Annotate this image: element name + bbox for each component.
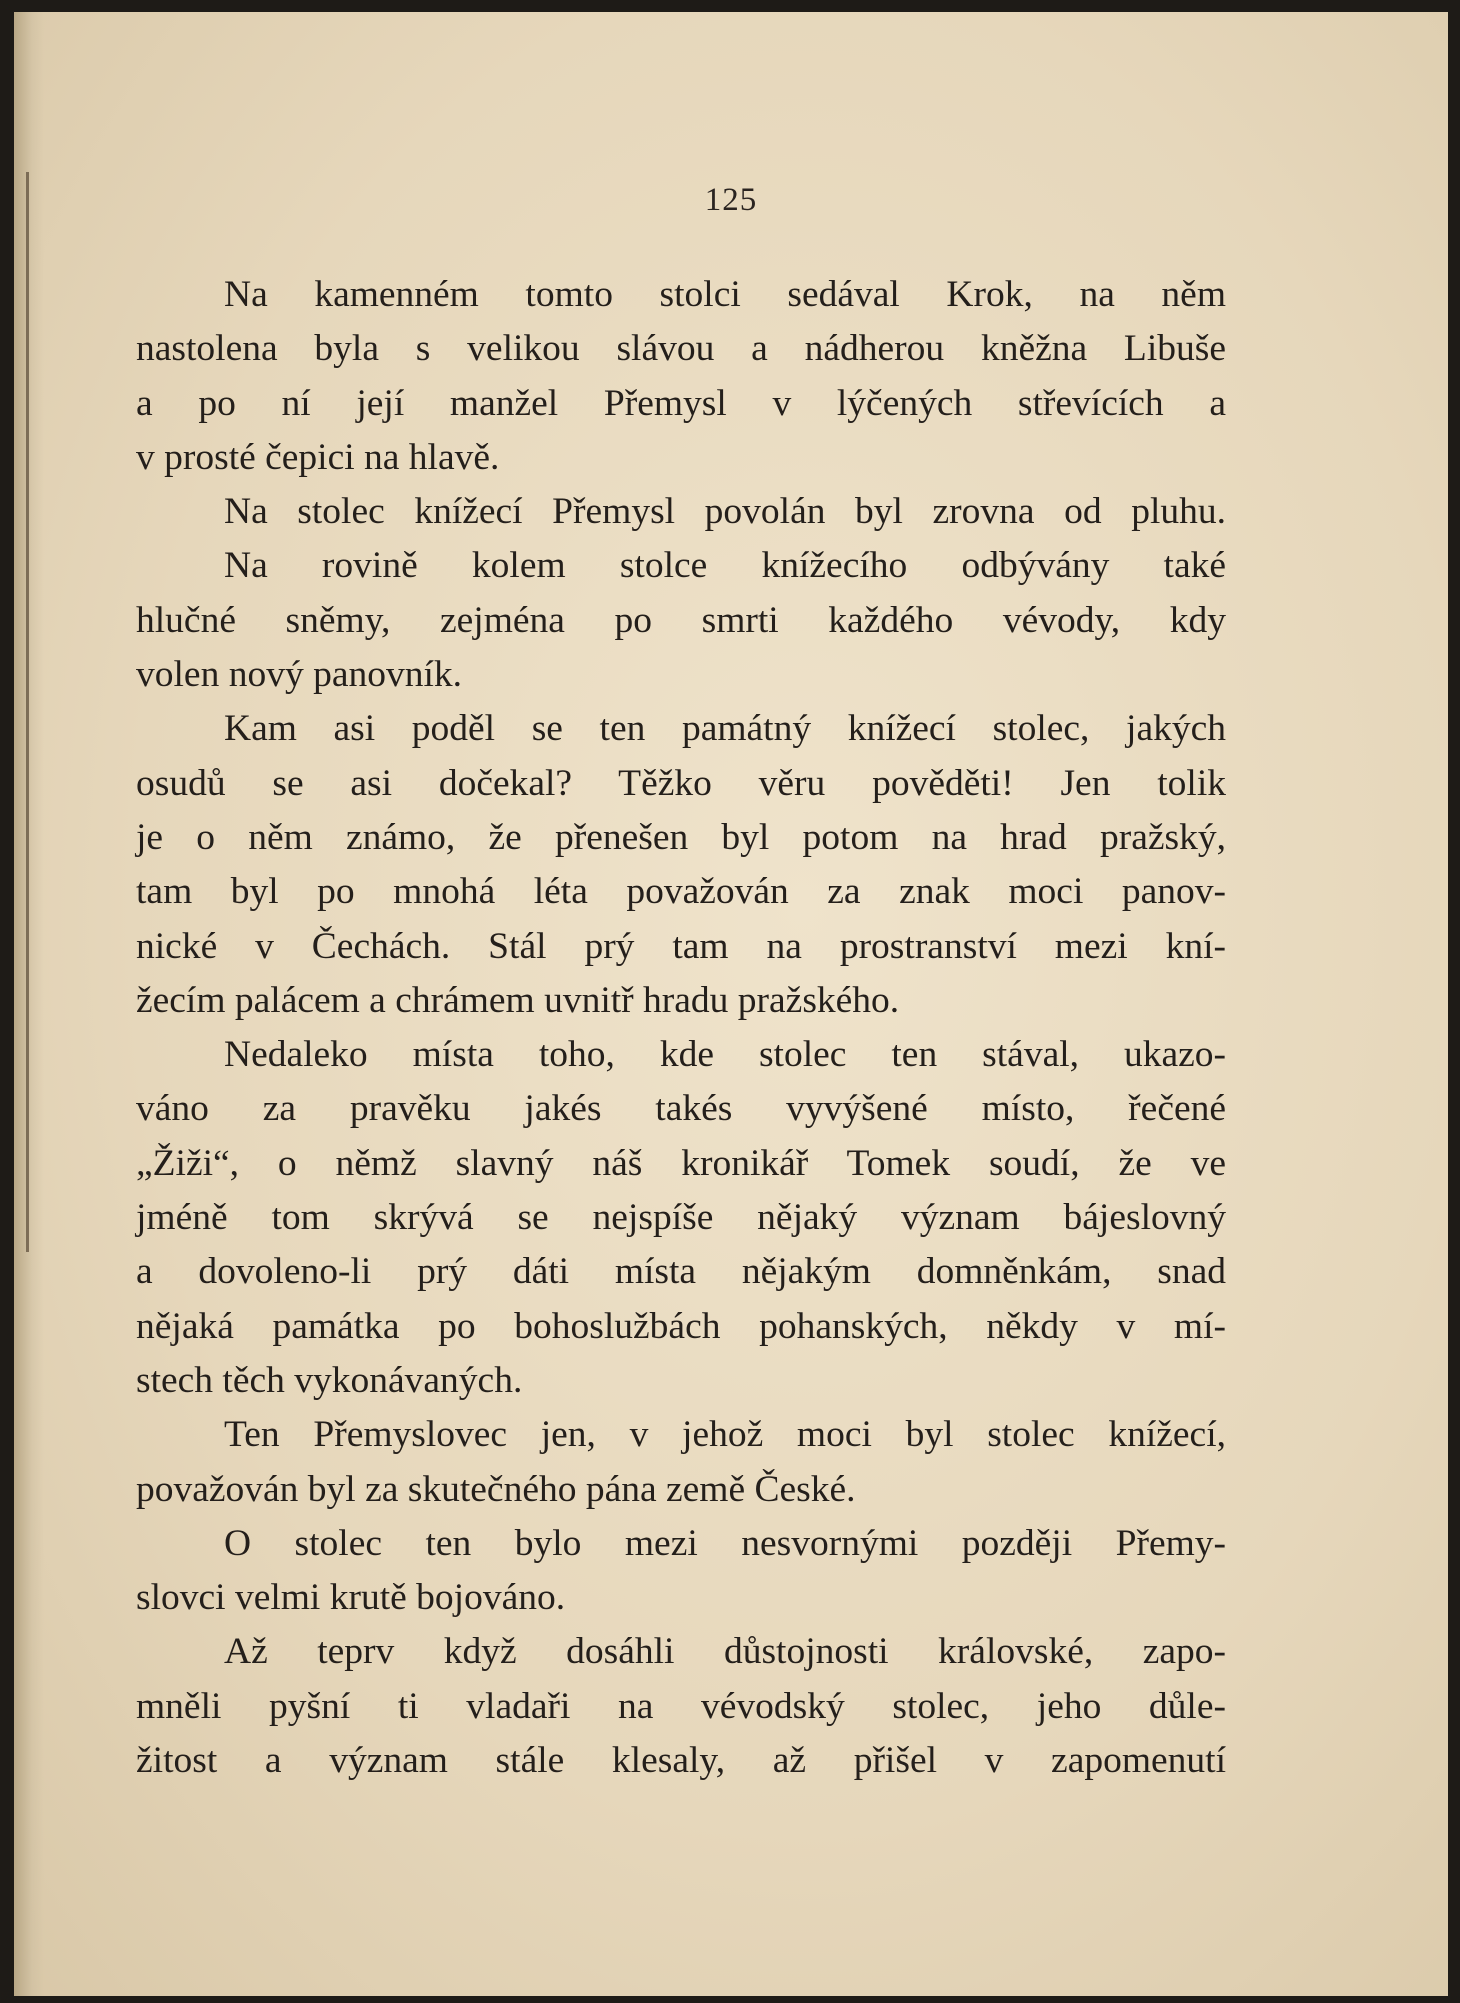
text-line: žitost a význam stále klesaly, až přišel v zapomenutí xyxy=(136,1740,1226,1782)
text-line: váno za pravěku jakés takés vyvýšené místo, řečené xyxy=(136,1088,1226,1130)
text-line: stech těch vykonávaných. xyxy=(136,1359,523,1401)
text-line: je o něm známo, že přenešen byl potom na hrad pražský, xyxy=(136,816,1226,858)
text-line: a dovoleno-li prý dáti místa nějakým domněnkám, snad xyxy=(136,1251,1226,1293)
text-line: volen nový panovník. xyxy=(136,654,463,696)
book-page xyxy=(14,12,1448,1996)
text-line: Na rovině kolem stolce knížecího odbývány také xyxy=(224,545,1226,587)
text-line: považován byl za skutečného pána země České. xyxy=(136,1468,856,1510)
binding-edge xyxy=(26,172,29,1252)
text-line: slovci velmi krutě bojováno. xyxy=(136,1577,566,1619)
text-line: Ten Přemyslovec jen, v jehož moci byl stolec knížecí, xyxy=(224,1414,1226,1456)
text-line: Až teprv když dosáhli důstojnosti královské, zapo- xyxy=(224,1631,1226,1673)
text-line: hlučné sněmy, zejména po smrti každého vévody, kdy xyxy=(136,599,1226,641)
body-text xyxy=(136,268,1226,1788)
text-line: O stolec ten bylo mezi nesvornými později Přemy- xyxy=(224,1522,1226,1564)
text-line: nějaká památka po bohoslužbách pohanských, někdy v mí- xyxy=(136,1305,1226,1347)
text-line: nické v Čechách. Stál prý tam na prostranství mezi kní- xyxy=(136,925,1226,967)
text-line: Kam asi poděl se ten památný knížecí stolec, jakých xyxy=(224,708,1226,750)
text-line: Nedaleko místa toho, kde stolec ten stával, ukazo- xyxy=(224,1034,1226,1076)
text-line: mněli pyšní ti vladaři na vévodský stolec, jeho důle- xyxy=(136,1685,1226,1727)
text-line: Na stolec knížecí Přemysl povolán byl zrovna od pluhu. xyxy=(224,491,1226,533)
page-number: 125 xyxy=(704,182,758,218)
text-line: a po ní její manžel Přemysl v lýčených střevících a xyxy=(136,382,1226,424)
text-line: žecím palácem a chrámem uvnitř hradu pražského. xyxy=(136,979,900,1021)
text-line: „Žiži“, o němž slavný náš kronikář Tomek soudí, že ve xyxy=(136,1142,1226,1184)
text-line: Na kamenném tomto stolci sedával Krok, na něm xyxy=(224,274,1226,315)
text-line: nastolena byla s velikou slávou a nádherou kněžna Libuše xyxy=(136,328,1226,370)
spine-shadow xyxy=(14,12,44,1996)
text-line: v prosté čepici na hlavě. xyxy=(136,436,500,478)
text-line: jméně tom skrývá se nejspíše nějaký význam bájeslovný xyxy=(136,1197,1226,1239)
text-line: osudů se asi dočekal? Těžko věru pověděti! Jen tolik xyxy=(136,762,1226,804)
text-line: tam byl po mnohá léta považován za znak moci panov- xyxy=(136,871,1226,913)
